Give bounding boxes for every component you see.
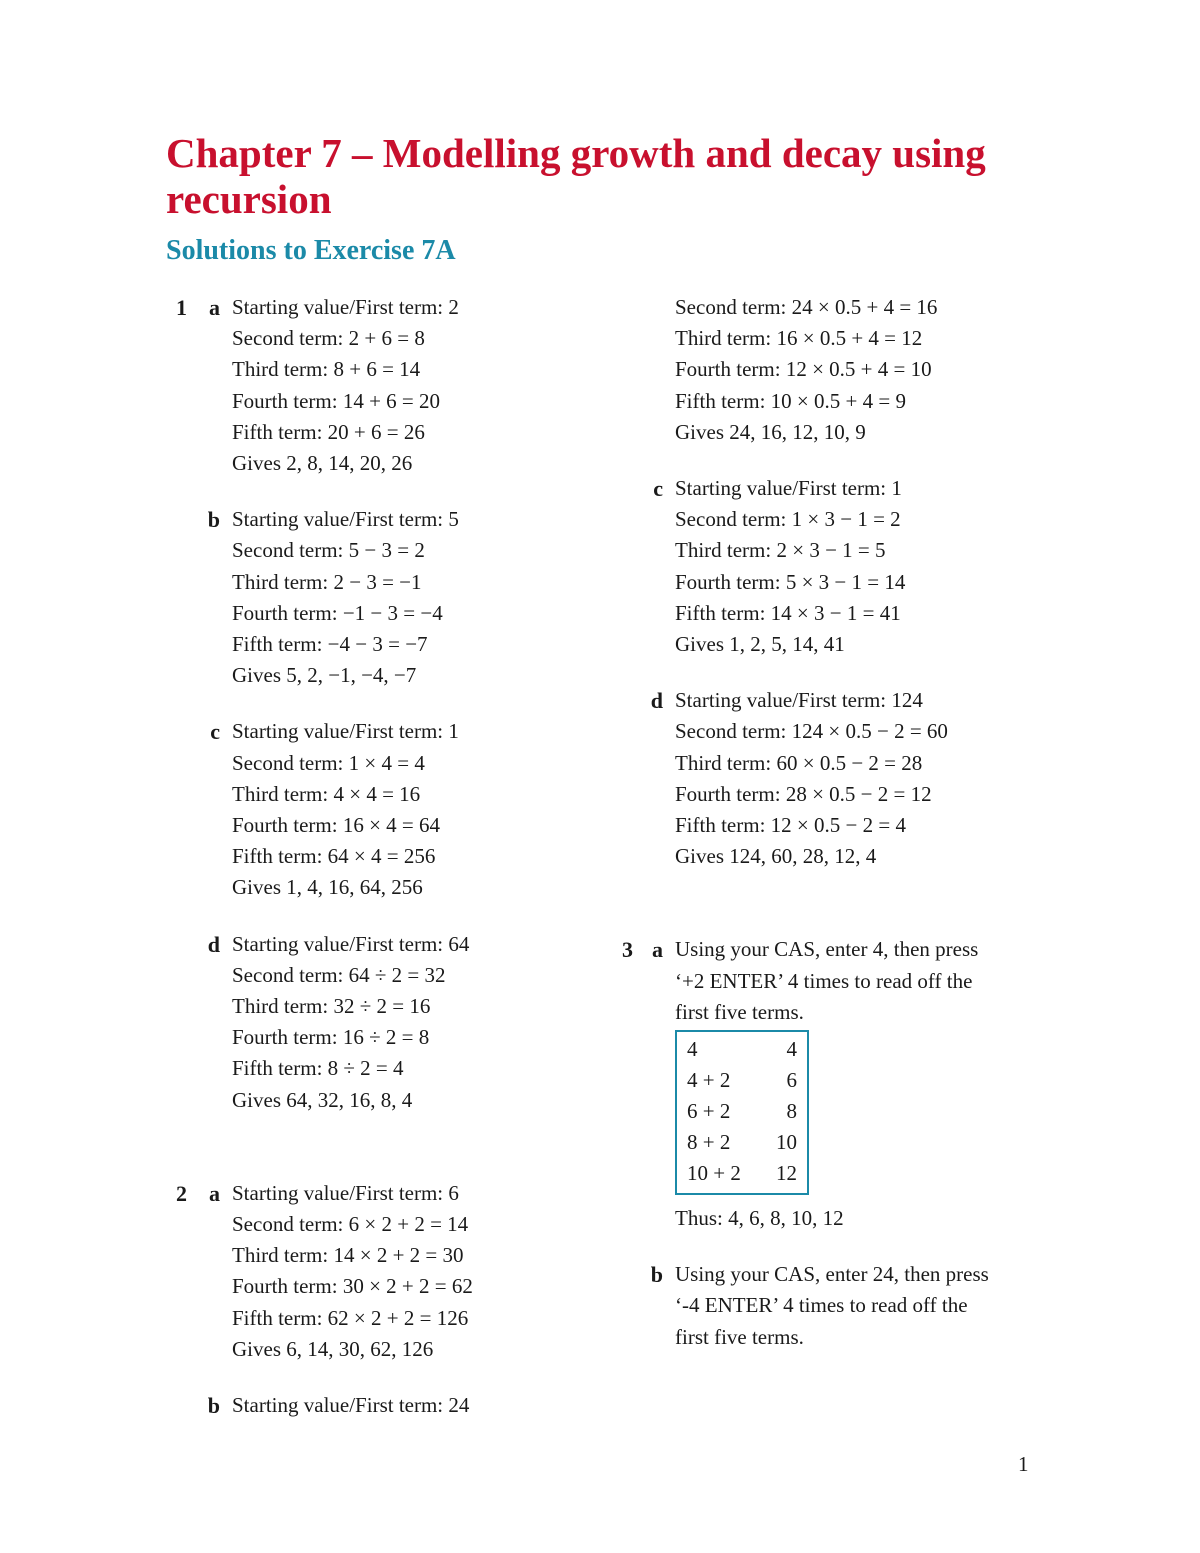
- solution-line: Third term: 32 ÷ 2 = 16: [232, 994, 431, 1019]
- cas-entry: 6 + 2: [687, 1099, 731, 1124]
- solution-line: Gives 124, 60, 28, 12, 4: [675, 844, 877, 869]
- solution-line: Starting value/First term: 1: [232, 719, 459, 744]
- solution-line: first five terms.: [675, 1324, 804, 1349]
- solution-line: ‘-4 ENTER’ 4 times to read off the: [675, 1293, 968, 1318]
- table-row: [687, 1034, 797, 1065]
- solution-line: Starting value/First term: 5: [232, 507, 459, 532]
- solution-line: Gives 6, 14, 30, 62, 126: [232, 1336, 434, 1361]
- part-label: b: [650, 1262, 663, 1288]
- solution-line: Second term: 5 − 3 = 2: [232, 538, 425, 563]
- solution-line: Third term: 16 × 0.5 + 4 = 12: [675, 326, 923, 351]
- q2c-solution: [600, 473, 1200, 660]
- page-number: 1: [1018, 1452, 1029, 1476]
- question-number: 2: [176, 1180, 187, 1206]
- solution-line: Starting value/First term: 24: [232, 1393, 470, 1418]
- q3b-solution: [600, 1259, 1200, 1353]
- solution-line: Gives 24, 16, 12, 10, 9: [675, 419, 866, 444]
- cas-entry: 10 + 2: [687, 1161, 741, 1186]
- solution-line: Fifth term: 64 × 4 = 256: [232, 844, 436, 869]
- solution-line: Fifth term: 14 × 3 − 1 = 41: [675, 600, 901, 625]
- solution-line: Gives 64, 32, 16, 8, 4: [232, 1087, 413, 1112]
- q1a-solution: [0, 292, 600, 479]
- cas-result: 8: [786, 1099, 797, 1124]
- q1d-solution: [0, 929, 600, 1116]
- cas-result: 12: [776, 1161, 797, 1186]
- question-number: 3: [622, 937, 633, 963]
- solution-line: Third term: 60 × 0.5 − 2 = 28: [675, 750, 923, 775]
- table-row: [687, 1096, 797, 1127]
- solution-line: Gives 1, 2, 5, 14, 41: [675, 632, 845, 657]
- cas-result: 6: [786, 1068, 797, 1093]
- solution-line: Second term: 124 × 0.5 − 2 = 60: [675, 719, 948, 744]
- solution-line: Fifth term: 62 × 2 + 2 = 126: [232, 1305, 469, 1330]
- solution-line: Fifth term: 10 × 0.5 + 4 = 9: [675, 388, 906, 413]
- solution-line: Third term: 2 × 3 − 1 = 5: [675, 538, 886, 563]
- solution-line: Starting value/First term: 64: [232, 931, 470, 956]
- solution-line: Using your CAS, enter 24, then press: [675, 1262, 989, 1287]
- solution-line: Gives 1, 4, 16, 64, 256: [232, 875, 423, 900]
- left-column: [0, 292, 600, 1446]
- part-label: c: [210, 719, 220, 745]
- q3a-solution: [600, 934, 1200, 1234]
- solution-line: Fifth term: 20 + 6 = 26: [232, 419, 425, 444]
- solution-line: Second term: 64 ÷ 2 = 32: [232, 962, 446, 987]
- solution-result-line: Thus: 4, 6, 8, 10, 12: [675, 1206, 844, 1231]
- cas-entry: 8 + 2: [687, 1130, 731, 1155]
- cas-entry: 4: [687, 1037, 698, 1062]
- q2b-solution-continued: [675, 292, 1200, 448]
- cas-result: 4: [786, 1037, 797, 1062]
- solution-line: Third term: 4 × 4 = 16: [232, 781, 421, 806]
- solution-line: Third term: 14 × 2 + 2 = 30: [232, 1243, 464, 1268]
- solution-line: Second term: 1 × 4 = 4: [232, 750, 425, 775]
- cas-entry: 4 + 2: [687, 1068, 731, 1093]
- part-label: b: [207, 1393, 220, 1419]
- right-column: [600, 292, 1200, 1378]
- solution-line: Starting value/First term: 6: [232, 1180, 459, 1205]
- solution-line: Fourth term: 14 + 6 = 20: [232, 388, 441, 413]
- q2a-solution: [0, 1178, 600, 1365]
- chapter-title: Chapter 7 – Modelling growth and decay using recursion: [166, 130, 986, 222]
- solution-line: Fourth term: 28 × 0.5 − 2 = 12: [675, 781, 932, 806]
- solution-line: Second term: 2 + 6 = 8: [232, 326, 425, 351]
- table-row: [687, 1158, 797, 1189]
- solution-line: Starting value/First term: 1: [675, 476, 902, 501]
- solution-line: Using your CAS, enter 4, then press: [675, 937, 979, 962]
- q1b-solution: [0, 504, 600, 691]
- q1c-solution: [0, 716, 600, 903]
- solution-line: Fifth term: −4 − 3 = −7: [232, 632, 428, 657]
- solution-line: first five terms.: [675, 999, 804, 1024]
- solution-line: Fourth term: 30 × 2 + 2 = 62: [232, 1274, 473, 1299]
- solution-line: Second term: 1 × 3 − 1 = 2: [675, 507, 901, 532]
- part-label: d: [650, 688, 663, 714]
- solution-line: Gives 5, 2, −1, −4, −7: [232, 663, 417, 688]
- solution-line: Fourth term: 16 × 4 = 64: [232, 813, 441, 838]
- part-label: d: [207, 931, 220, 957]
- solution-line: Fourth term: −1 − 3 = −4: [232, 600, 443, 625]
- solution-line: ‘+2 ENTER’ 4 times to read off the: [675, 968, 973, 993]
- solution-line: Fourth term: 16 ÷ 2 = 8: [232, 1025, 430, 1050]
- solution-line: Fifth term: 12 × 0.5 − 2 = 4: [675, 813, 906, 838]
- exercise-subtitle: Solutions to Exercise 7A: [166, 235, 456, 266]
- part-label: a: [209, 295, 220, 320]
- part-label: b: [207, 507, 220, 533]
- solution-line: Starting value/First term: 124: [675, 688, 923, 713]
- part-label: c: [653, 476, 663, 502]
- solution-line: Second term: 6 × 2 + 2 = 14: [232, 1212, 469, 1237]
- q2b-solution: [0, 1390, 600, 1421]
- table-row: [687, 1127, 797, 1158]
- question-number: 1: [176, 295, 187, 320]
- solution-line: Fourth term: 5 × 3 − 1 = 14: [675, 569, 906, 594]
- solution-line: Second term: 24 × 0.5 + 4 = 16: [675, 295, 938, 319]
- solution-line: Fifth term: 8 ÷ 2 = 4: [232, 1056, 404, 1081]
- solution-line: Gives 2, 8, 14, 20, 26: [232, 451, 413, 476]
- part-label: a: [209, 1180, 220, 1206]
- q2d-solution: [600, 685, 1200, 872]
- solution-line: Third term: 8 + 6 = 14: [232, 357, 421, 382]
- part-label: a: [652, 937, 663, 963]
- table-row: [687, 1065, 797, 1096]
- solution-line: Third term: 2 − 3 = −1: [232, 569, 422, 594]
- solution-line: Starting value/First term: 2: [232, 295, 459, 319]
- cas-calculation-table: [675, 1030, 809, 1195]
- solution-line: Fourth term: 12 × 0.5 + 4 = 10: [675, 357, 932, 382]
- cas-result: 10: [776, 1130, 797, 1155]
